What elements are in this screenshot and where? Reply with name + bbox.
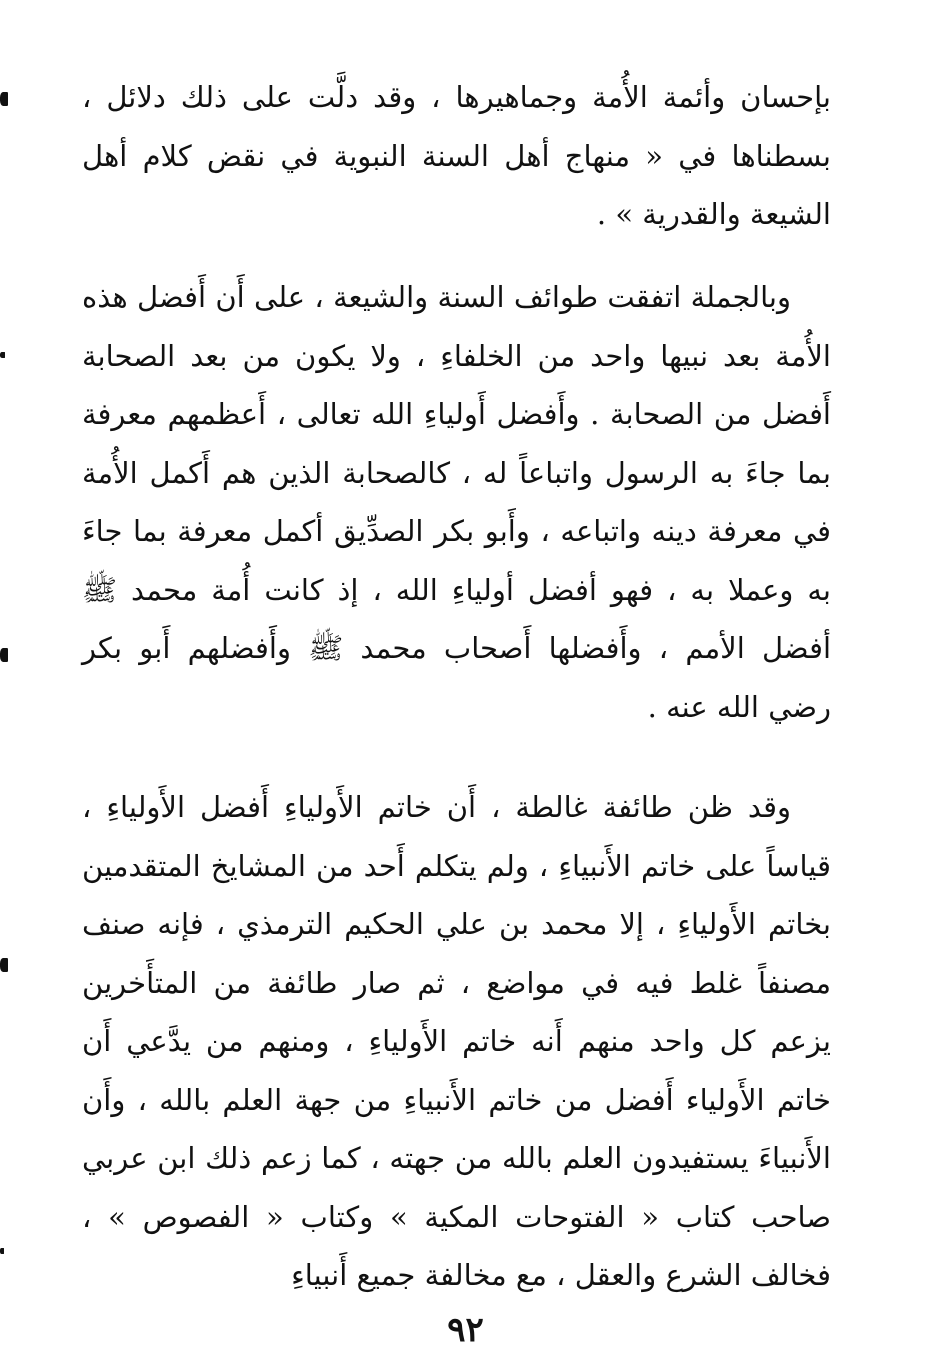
paragraph-1 bbox=[82, 68, 831, 244]
paragraph-3-text: وقد ظن طائفة غالطة ، أَن خاتم الأَولياءِ أَفضل الأَولياءِ ، قياساً على خاتم الأَنبياءِ ، ولم يتكلم أَحد من المشايخ المتقدمين بخاتم الأَولياءِ ، إلا محمد بن علي الحكيم الترمذي ، فإنه صنف مصنفاً غلط فيه في مواضع ، ثم صار طائفة من المتأَخرين يزعم كل واحد منهم أَنه خاتم الأَولياءِ ، ومنهم من يدَّعي أَن خاتم الأَولياء أَفضل من خاتم الأَنبياءِ من جهة العلم بالله ، وأَن الأَنبياءَ يستفيدون العلم بالله من جهته ، كما زعم ذلك ابن عربي صاحب كتاب « الفتوحات المكية » وكتاب « الفصوص » ، فخالف الشرع والعقل ، مع مخالفة جميع أَنبياءِ bbox=[82, 790, 831, 1292]
scan-edge-mark bbox=[0, 92, 8, 106]
paragraph-3 bbox=[82, 778, 831, 1305]
page-number: ٩٢ bbox=[447, 1310, 484, 1350]
scan-edge-mark bbox=[0, 648, 8, 662]
paragraph-2-text: وبالجملة اتفقت طوائف السنة والشيعة ، على أَن أَفضل هذه الأُمة بعد نبيها واحد من الخلفاءِ ، ولا يكون من بعد الصحابة أَفضل من الصحابة . وأَفضل أَولياءِ الله تعالى ، أَعظمهم معرفة بما جاءَ به الرسول واتباعاً له ، كالصحابة الذين هم أَكمل الأُمة في معرفة دينه واتباعه ، وأَبو بكر الصدِّيق أكمل معرفة بما جاءَ به وعملا به ، فهو أفضل أولياءِ الله ، إذ كانت أُمة محمد ﷺ أفضل الأمم ، وأَفضلها أَصحاب محمد ﷺ وأَفضلهم أَبو بكر رضي الله عنه . bbox=[82, 280, 831, 724]
scan-edge-mark bbox=[0, 958, 8, 972]
paragraph-2 bbox=[82, 268, 831, 736]
paragraph-1-text: بإحسان وأئمة الأُمة وجماهيرها ، وقد دلَّت على ذلك دلائل ، بسطناها في « منهاج أهل السنة النبوية في نقض كلام أهل الشيعة والقدرية » . bbox=[82, 80, 831, 231]
scan-edge-mark bbox=[0, 1248, 4, 1254]
scan-edge-mark bbox=[0, 352, 5, 358]
